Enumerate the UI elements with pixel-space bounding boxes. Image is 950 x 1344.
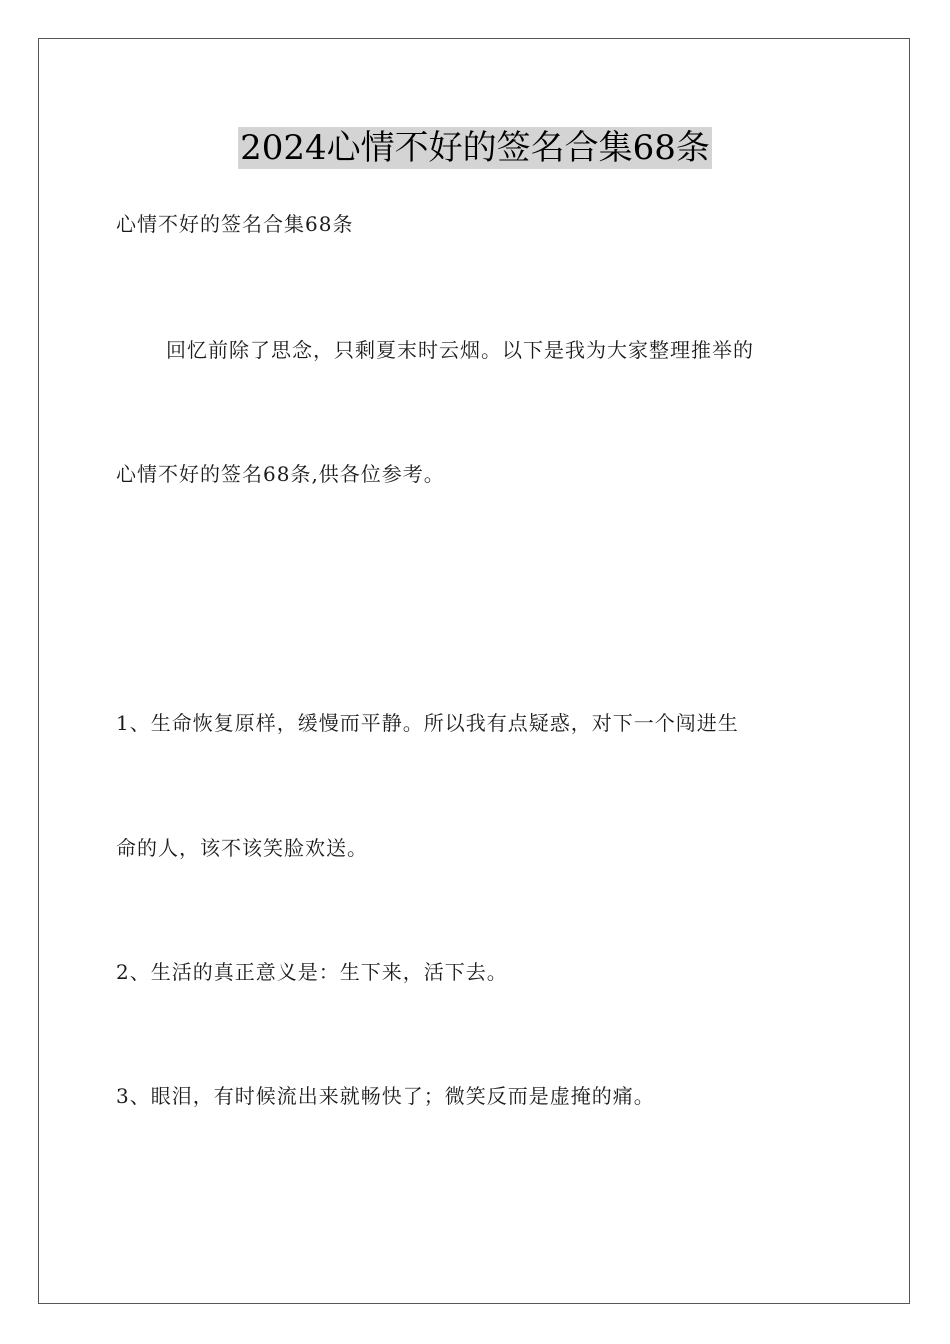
item-1-line-2: 命的人，该不该笑脸欢送。: [116, 836, 368, 860]
document-title: 2024心情不好的签名合集68条: [240, 128, 710, 168]
item-3-line-1: 3、眼泪，有时候流出来就畅快了；微笑反而是虚掩的痛。: [116, 1084, 655, 1108]
item-2-line-1: 2、生活的真正意义是：生下来，活下去。: [116, 960, 508, 984]
item-1-line-1: 1、生命恢复原样，缓慢而平静。所以我有点疑惑，对下一个闯进生: [116, 711, 739, 735]
subtitle-line: 心情不好的签名合集68条: [116, 212, 354, 236]
intro-line-2: 心情不好的签名68条,供各位参考。: [116, 462, 445, 486]
title-container: [0, 127, 950, 169]
intro-line-1: 回忆前除了思念，只剩夏末时云烟。以下是我为大家整理推举的: [166, 338, 754, 362]
